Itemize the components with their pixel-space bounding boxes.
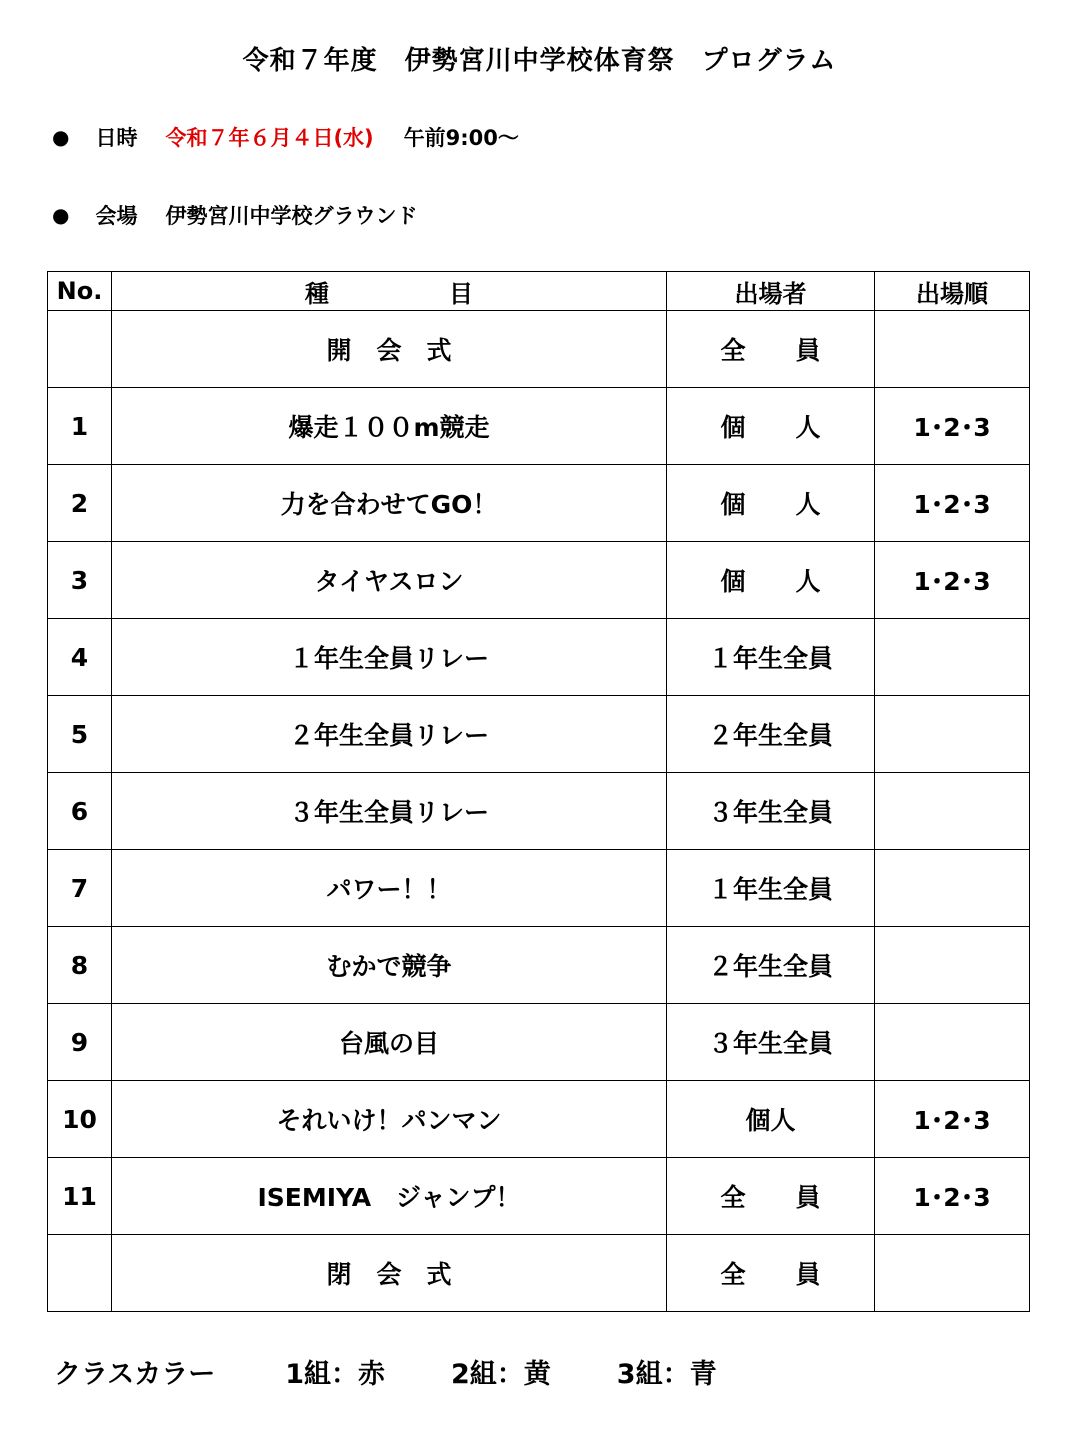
cell-order: 1･2･3 (875, 542, 1030, 619)
cell-event: むかで競争 (112, 927, 667, 1004)
cell-no: 10 (48, 1081, 112, 1158)
table-header-row (48, 272, 1030, 311)
cell-participants: ２年生全員 (667, 927, 875, 1004)
table-row (48, 619, 1030, 696)
cell-no (48, 1235, 112, 1312)
cell-order (875, 773, 1030, 850)
cell-no: 6 (48, 773, 112, 850)
header-event: 種 目 (112, 272, 667, 311)
cell-participants: １年生全員 (667, 619, 875, 696)
cell-participants: 全 員 (667, 1158, 875, 1235)
cell-order (875, 696, 1030, 773)
table-row (48, 1004, 1030, 1081)
table-row (48, 465, 1030, 542)
bullet-icon: ● (52, 125, 70, 149)
cell-no: 1 (48, 388, 112, 465)
venue-name: 伊勢宮川中学校グラウンド (165, 204, 418, 228)
table-row (48, 696, 1030, 773)
cell-event: 開 会 式 (112, 311, 667, 388)
cell-event: ISEMIYA ジャンプ！ (112, 1158, 667, 1235)
cell-order: 1･2･3 (875, 1081, 1030, 1158)
cell-event: １年生全員リレー (112, 619, 667, 696)
cell-participants: 個 人 (667, 465, 875, 542)
table-row (48, 773, 1030, 850)
cell-no: 11 (48, 1158, 112, 1235)
cell-order: 1･2･3 (875, 465, 1030, 542)
class-color-2: 2組：黄 (451, 1359, 551, 1390)
cell-event: 閉 会 式 (112, 1235, 667, 1312)
cell-participants: ２年生全員 (667, 696, 875, 773)
cell-participants: 個人 (667, 1081, 875, 1158)
header-participants: 出場者 (667, 272, 875, 311)
class-colors-label: クラスカラー (54, 1359, 216, 1390)
program-table (47, 271, 1030, 1312)
cell-participants: 個 人 (667, 542, 875, 619)
cell-event: ３年生全員リレー (112, 773, 667, 850)
cell-order (875, 927, 1030, 1004)
cell-event: パワー！！ (112, 850, 667, 927)
table-row (48, 311, 1030, 388)
cell-order (875, 1004, 1030, 1081)
class-colors (54, 1352, 717, 1391)
cell-order: 1･2･3 (875, 1158, 1030, 1235)
cell-participants: 個 人 (667, 388, 875, 465)
cell-order (875, 311, 1030, 388)
cell-no (48, 311, 112, 388)
cell-event: 台風の目 (112, 1004, 667, 1081)
cell-no: 7 (48, 850, 112, 927)
cell-order (875, 619, 1030, 696)
cell-no: 8 (48, 927, 112, 1004)
cell-participants: 全 員 (667, 1235, 875, 1312)
table-row (48, 850, 1030, 927)
cell-event: ２年生全員リレー (112, 696, 667, 773)
cell-participants: ３年生全員 (667, 773, 875, 850)
header-no: No. (48, 272, 112, 311)
table-row (48, 1158, 1030, 1235)
cell-event: 爆走１００m競走 (112, 388, 667, 465)
cell-order: 1･2･3 (875, 388, 1030, 465)
cell-no: 9 (48, 1004, 112, 1081)
class-color-3: 3組：青 (616, 1359, 717, 1390)
datetime-label: 日時 (95, 126, 138, 150)
table-row (48, 1081, 1030, 1158)
cell-participants: １年生全員 (667, 850, 875, 927)
venue-label: 会場 (95, 204, 138, 228)
class-color-1: 1組：赤 (285, 1359, 385, 1390)
table-row (48, 1235, 1030, 1312)
bullet-icon: ● (52, 203, 70, 227)
table-row (48, 388, 1030, 465)
cell-event: それいけ！パンマン (112, 1081, 667, 1158)
page-title: 令和７年度 伊勢宮川中学校体育祭 プログラム (242, 46, 837, 76)
event-date: 令和７年６月４日(水) (165, 126, 374, 150)
cell-participants: 全 員 (667, 311, 875, 388)
cell-participants: ３年生全員 (667, 1004, 875, 1081)
cell-order (875, 850, 1030, 927)
cell-no: 4 (48, 619, 112, 696)
cell-event: タイヤスロン (112, 542, 667, 619)
table-row (48, 927, 1030, 1004)
venue-line (52, 200, 417, 230)
cell-no: 3 (48, 542, 112, 619)
header-order: 出場順 (875, 272, 1030, 311)
cell-no: 5 (48, 696, 112, 773)
event-time: 午前9:00～ (403, 126, 519, 150)
cell-event: 力を合わせてGO！ (112, 465, 667, 542)
cell-no: 2 (48, 465, 112, 542)
table-row (48, 542, 1030, 619)
cell-order (875, 1235, 1030, 1312)
datetime-line (52, 122, 519, 152)
